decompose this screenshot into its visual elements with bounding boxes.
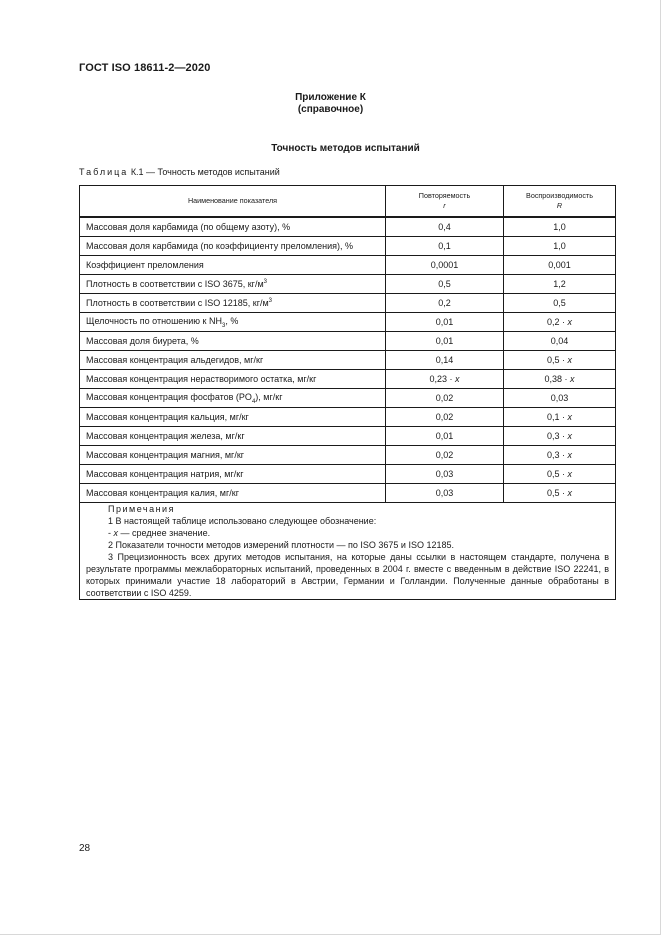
note-3: 3 Прецизионность всех других методов испытания, на которые даны ссылки в настоящем стандарте, получена в результате программы межлабораторных испытаний, проведенных в 2004 г. вместе с введенным в действие ISO 22241, в которых принимали участие 18 лабораторий в Австрии, Германии и Голландии. Полученные данные обработаны в соответствии с ISO 4259. <box>86 552 609 598</box>
table-row <box>80 351 616 370</box>
variable-x: x <box>567 487 573 498</box>
page-number: 28 <box>79 843 91 854</box>
row-indicator-name <box>80 313 386 332</box>
coefficient: 0,3 · <box>546 449 565 460</box>
row-reproducibility-value: 0,001 <box>504 256 616 275</box>
row-reproducibility-value <box>504 484 616 503</box>
annex-subtitle: (справочное) <box>297 104 364 115</box>
row-indicator-name: Массовая доля карбамида (по общему азоту), % <box>80 217 386 237</box>
header-reproducibility <box>504 186 616 218</box>
row-repeatability-value: 0,03 <box>386 465 504 484</box>
coefficient: 0,1 · <box>546 411 565 422</box>
row-repeatability-value: 0,2 <box>386 294 504 313</box>
row-indicator-name-text: Плотность в соответствии с ISO 3675, кг/м <box>86 278 264 289</box>
table-row <box>80 408 616 427</box>
row-reproducibility-value <box>504 408 616 427</box>
row-repeatability-value: 0,01 <box>386 427 504 446</box>
variable-x: x <box>567 316 573 327</box>
coefficient: 0,23 · <box>429 373 453 384</box>
row-indicator-name-suffix: ), мг/кг <box>255 391 283 402</box>
table-row <box>80 256 616 275</box>
table-row <box>80 446 616 465</box>
notes-title: Примечания <box>108 504 175 514</box>
row-reproducibility-value <box>504 465 616 484</box>
row-indicator-name-text: Щелочность по отношению к NH <box>86 315 222 326</box>
row-repeatability-value: 0,02 <box>386 389 504 408</box>
table-row <box>80 313 616 332</box>
table-header-row <box>80 186 616 218</box>
note-1-definition-text: — среднее значение. <box>120 528 211 538</box>
notes-row <box>80 503 616 600</box>
row-indicator-name: Массовая концентрация железа, мг/кг <box>80 427 386 446</box>
row-indicator-name: Массовая доля карбамида (по коэффициенту преломления), % <box>80 237 386 256</box>
section-heading: Точность методов испытаний <box>271 143 420 154</box>
header-repeatability-symbol: r <box>443 201 446 210</box>
table-row <box>80 427 616 446</box>
row-reproducibility-value: 0,03 <box>504 389 616 408</box>
coefficient: 0,5 · <box>546 354 565 365</box>
row-reproducibility-value: 0,5 <box>504 294 616 313</box>
row-reproducibility-value <box>504 446 616 465</box>
annex-block <box>0 92 661 116</box>
row-indicator-name: Массовая концентрация кальция, мг/кг <box>80 408 386 427</box>
table-caption-word: Таблица <box>79 167 129 177</box>
row-indicator-name: Массовая концентрация калия, мг/кг <box>80 484 386 503</box>
table-row <box>80 237 616 256</box>
row-repeatability-value: 0,14 <box>386 351 504 370</box>
row-reproducibility-value: 1,0 <box>504 237 616 256</box>
table-row <box>80 389 616 408</box>
row-repeatability-value: 0,01 <box>386 332 504 351</box>
row-reproducibility-value <box>504 313 616 332</box>
row-repeatability-value: 0,0001 <box>386 256 504 275</box>
row-repeatability-value: 0,5 <box>386 275 504 294</box>
table-row <box>80 484 616 503</box>
note-1-definition <box>86 527 609 539</box>
row-indicator-name-text: Плотность в соответствии с ISO 12185, кг/м <box>86 297 269 308</box>
table-row <box>80 294 616 313</box>
note-2: 2 Показатели точности методов измерений плотности — по ISO 3675 и ISO 12185. <box>108 540 454 550</box>
subscript: 3 <box>221 322 226 329</box>
coefficient: 0,2 · <box>546 316 565 327</box>
row-indicator-name: Массовая концентрация магния, мг/кг <box>80 446 386 465</box>
superscript: 3 <box>263 278 268 285</box>
header-repeatability-label: Повторяемость <box>418 191 471 200</box>
row-indicator-name <box>80 294 386 313</box>
note-1-dash: - <box>108 528 111 538</box>
row-reproducibility-value <box>504 370 616 389</box>
header-reproducibility-symbol: R <box>556 201 563 210</box>
row-repeatability-value: 0,02 <box>386 408 504 427</box>
row-indicator-name <box>80 389 386 408</box>
row-indicator-name-suffix: , % <box>225 315 239 326</box>
coefficient: 0,3 · <box>546 430 565 441</box>
subscript: 4 <box>251 398 256 405</box>
row-reproducibility-value: 0,04 <box>504 332 616 351</box>
annex-title: Приложение К <box>295 92 366 103</box>
table-row <box>80 370 616 389</box>
row-indicator-name: Коэффициент преломления <box>80 256 386 275</box>
variable-x: x <box>567 354 573 365</box>
table-caption <box>79 167 280 177</box>
row-repeatability-value: 0,03 <box>386 484 504 503</box>
row-indicator-name: Массовая концентрация натрия, мг/кг <box>80 465 386 484</box>
row-reproducibility-value: 1,2 <box>504 275 616 294</box>
row-reproducibility-value <box>504 427 616 446</box>
variable-x: x <box>113 528 119 538</box>
header-repeatability <box>386 186 504 218</box>
variable-x: x <box>567 449 573 460</box>
variable-x: x <box>455 373 460 384</box>
row-indicator-name: Массовая концентрация альдегидов, мг/кг <box>80 351 386 370</box>
variable-x: x <box>567 468 573 479</box>
table-row <box>80 275 616 294</box>
row-repeatability-value: 0,1 <box>386 237 504 256</box>
note-1: 1 В настоящей таблице использовано следующее обозначение: <box>108 516 377 526</box>
table-row <box>80 332 616 351</box>
row-indicator-name: Массовая концентрация нерастворимого остатка, мг/кг <box>80 370 386 389</box>
variable-x: x <box>567 430 573 441</box>
coefficient: 0,5 · <box>546 468 565 479</box>
variable-x: x <box>567 411 573 422</box>
header-indicator-name: Наименование показателя <box>80 186 386 218</box>
row-repeatability-value: 0,02 <box>386 446 504 465</box>
superscript: 3 <box>268 297 273 304</box>
coefficient: 0,5 · <box>546 487 565 498</box>
table-row <box>80 465 616 484</box>
variable-x: x <box>570 373 575 384</box>
document-header: ГОСТ ISO 18611-2—2020 <box>79 62 211 74</box>
row-indicator-name: Массовая доля биурета, % <box>80 332 386 351</box>
row-indicator-name-text: Массовая концентрация фосфатов (PO <box>86 391 252 402</box>
row-indicator-name <box>80 275 386 294</box>
row-repeatability-value <box>386 370 504 389</box>
header-reproducibility-label: Воспроизводимость <box>526 191 593 200</box>
row-reproducibility-value: 1,0 <box>504 217 616 237</box>
coefficient: 0,38 · <box>544 373 568 384</box>
table-row <box>80 217 616 237</box>
precision-table <box>79 185 616 600</box>
row-repeatability-value: 0,01 <box>386 313 504 332</box>
notes-cell <box>80 503 616 600</box>
row-reproducibility-value <box>504 351 616 370</box>
row-repeatability-value: 0,4 <box>386 217 504 237</box>
table-caption-text: К.1 — Точность методов испытаний <box>130 167 280 177</box>
